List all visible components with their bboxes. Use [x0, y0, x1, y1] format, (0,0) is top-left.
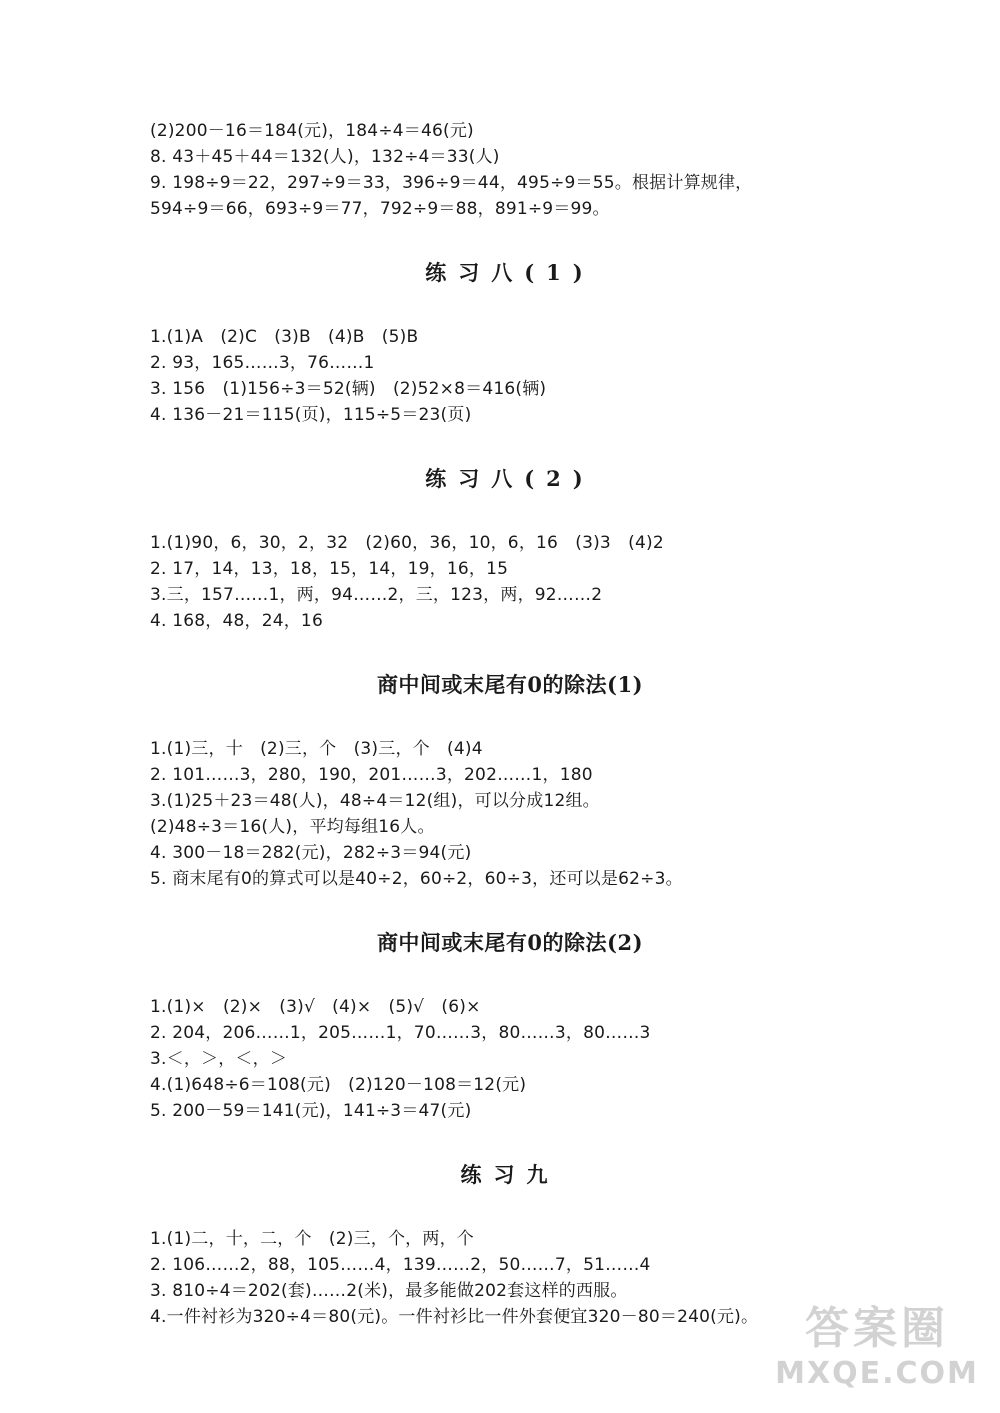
answer-line: 3.＜，＞，＜，＞ — [150, 1049, 288, 1069]
answer-line: 4.(1)648÷6＝108(元) (2)120－108＝12(元) — [150, 1075, 527, 1095]
answer-line: 1.(1)90，6，30，2，32 (2)60，36，10，6，16 (3)3 (4)2 — [150, 533, 664, 553]
intro-line: (2)200－16＝184(元)，184÷4＝46(元) — [150, 121, 474, 141]
answer-line: 4. 300－18＝282(元)，282÷3＝94(元) — [150, 843, 472, 863]
intro-line: 8. 43＋45＋44＝132(人)，132÷4＝33(人) — [150, 147, 500, 167]
answer-page — [150, 118, 870, 1330]
intro-line: 594÷9＝66，693÷9＝77，792÷9＝88，891÷9＝99。 — [150, 199, 610, 219]
answer-line: 2. 106……2，88，105……4，139……2，50……7，51……4 — [150, 1255, 651, 1275]
answer-line: 4. 168，48，24，16 — [150, 611, 323, 631]
watermark-logo — [772, 1301, 982, 1401]
section-title-practice-9: 练习九 — [460, 1162, 560, 1187]
section-block — [150, 1226, 870, 1330]
section-block — [150, 736, 870, 892]
watermark-bottom-text: MXQE.COM — [775, 1356, 979, 1391]
answer-line: 3.(1)25＋23＝48(人)，48÷4＝12(组)，可以分成12组。 — [150, 791, 600, 811]
answer-line: 5. 商末尾有0的算式可以是40÷2，60÷2，60÷3，还可以是62÷3。 — [150, 869, 683, 889]
answer-line: 1.(1)× (2)× (3)√ (4)× (5)√ (6)× — [150, 997, 481, 1017]
watermark-top-text: 答案圈 — [805, 1303, 949, 1354]
intro-line: 9. 198÷9＝22，297÷9＝33，396÷9＝44，495÷9＝55。根据计算规律， — [150, 173, 753, 193]
answer-line: 2. 93，165……3，76……1 — [150, 353, 375, 373]
section-title-practice-8-1: 练习八(1) — [425, 260, 595, 285]
answer-line: 3. 156 (1)156÷3＝52(辆) (2)52×8＝416(辆) — [150, 379, 547, 399]
answer-line: 4. 136－21＝115(页)，115÷5＝23(页) — [150, 405, 472, 425]
answer-line: 1.(1)二，十，二，个 (2)三，个，两，个 — [150, 1229, 474, 1249]
answer-line: 4.一件衬衫为320÷4＝80(元)。一件衬衫比一件外套便宜320－80＝240(元)。 — [150, 1307, 759, 1327]
answer-line: 3.三，157……1，两，94……2，三，123，两，92……2 — [150, 585, 603, 605]
intro-block — [150, 118, 870, 222]
answer-line: 2. 204，206……1，205……1，70……3，80……3，80……3 — [150, 1023, 651, 1043]
section-title-practice-8-2: 练习八(2) — [425, 466, 595, 491]
answer-line: 1.(1)A (2)C (3)B (4)B (5)B — [150, 327, 419, 347]
section-title-zero-division-2: 商中间或末尾有0的除法(2) — [376, 930, 644, 955]
answer-line: (2)48÷3＝16(人)，平均每组16人。 — [150, 817, 435, 837]
answer-line: 2. 17，14，13，18，15，14，19，16，15 — [150, 559, 509, 579]
section-title-zero-division-1: 商中间或末尾有0的除法(1) — [376, 672, 644, 697]
answer-line: 1.(1)三，十 (2)三，个 (3)三，个 (4)4 — [150, 739, 483, 759]
answer-line: 2. 101……3，280，190，201……3，202……1，180 — [150, 765, 593, 785]
section-block — [150, 324, 870, 428]
section-block — [150, 994, 870, 1124]
answer-line: 3. 810÷4＝202(套)……2(米)，最多能做202套这样的西服。 — [150, 1281, 628, 1301]
answer-line: 5. 200－59＝141(元)，141÷3＝47(元) — [150, 1101, 472, 1121]
section-block — [150, 530, 870, 634]
